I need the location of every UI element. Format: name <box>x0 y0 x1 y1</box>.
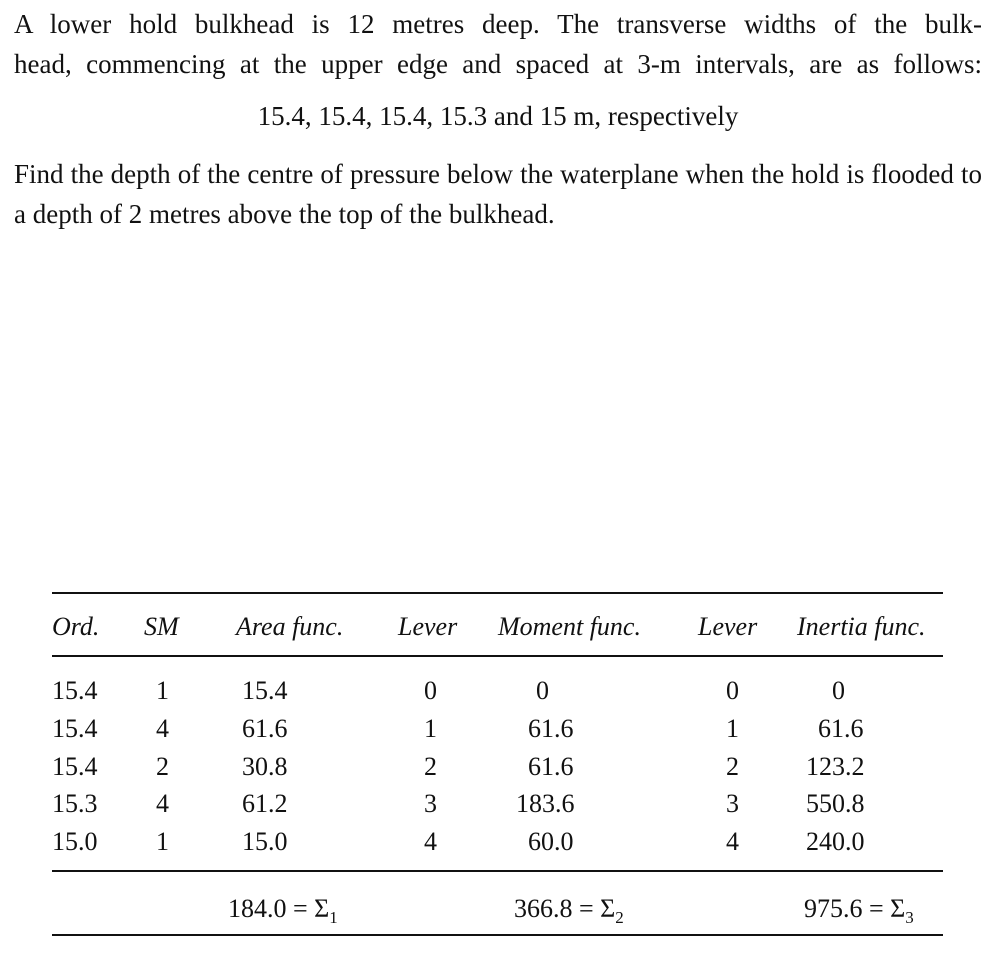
table-row <box>52 749 943 785</box>
problem-paragraph-2: Find the depth of the centre of pressure below the waterplane when the hold is flooded to a depth of 2 metres above the top of the bulkhead. <box>14 159 982 229</box>
sum-moment-value: 366.8 = Σ <box>514 894 616 923</box>
cell-lever-1: 4 <box>424 827 437 856</box>
cell-inertia-func: 240.0 <box>806 827 865 856</box>
cell-inertia-func: 61.6 <box>818 714 864 743</box>
cell-lever-2: 3 <box>726 789 739 818</box>
cell-lever-2: 0 <box>726 676 739 705</box>
cell-ord: 15.4 <box>52 752 98 781</box>
header-sm: SM <box>144 612 179 641</box>
sum-inertia-value: 975.6 = Σ <box>804 894 906 923</box>
table-header-rule <box>52 655 943 657</box>
widths-line: 15.4, 15.4, 15.4, 15.3 and 15 m, respectively <box>257 101 739 131</box>
sum-moment <box>514 891 624 936</box>
sum-inertia-subscript: 3 <box>905 908 914 927</box>
cell-lever-1: 3 <box>424 789 437 818</box>
cell-moment-func: 60.0 <box>528 827 574 856</box>
cell-moment-func: 183.6 <box>516 789 575 818</box>
table-row <box>52 711 943 747</box>
cell-ord: 15.3 <box>52 789 98 818</box>
cell-sm: 1 <box>156 676 169 705</box>
cell-lever-1: 0 <box>424 676 437 705</box>
table-header <box>52 609 943 645</box>
header-area-func: Area func. <box>236 612 344 641</box>
cell-moment-func: 61.6 <box>528 714 574 743</box>
table-top-rule <box>52 592 943 594</box>
cell-moment-func: 0 <box>536 676 549 705</box>
cell-lever-2: 4 <box>726 827 739 856</box>
header-inertia-func: Inertia func. <box>797 612 926 641</box>
cell-ord: 15.4 <box>52 714 98 743</box>
header-lever-1: Lever <box>398 612 458 641</box>
cell-sm: 1 <box>156 827 169 856</box>
table-bottom-rule <box>52 934 943 936</box>
problem-line-2: head, commencing at the upper edge and spaced at 3-m intervals, are as follows: <box>14 49 982 79</box>
sum-area-value: 184.0 = Σ <box>228 894 330 923</box>
cell-moment-func: 61.6 <box>528 752 574 781</box>
table-row <box>52 673 943 709</box>
cell-inertia-func: 0 <box>832 676 845 705</box>
cell-area-func: 15.0 <box>242 827 288 856</box>
cell-lever-1: 2 <box>424 752 437 781</box>
cell-inertia-func: 550.8 <box>806 789 865 818</box>
cell-area-func: 30.8 <box>242 752 288 781</box>
cell-sm: 2 <box>156 752 169 781</box>
header-moment-func: Moment func. <box>498 612 641 641</box>
cell-lever-1: 1 <box>424 714 437 743</box>
cell-lever-2: 1 <box>726 714 739 743</box>
cell-area-func: 15.4 <box>242 676 288 705</box>
header-lever-2: Lever <box>698 612 758 641</box>
problem-line-1: A lower hold bulkhead is 12 metres deep. The transverse widths of the bulk- <box>14 9 982 39</box>
sum-area <box>228 891 338 936</box>
table-sum-rule <box>52 870 943 872</box>
table-sums-row <box>52 891 943 927</box>
cell-lever-2: 2 <box>726 752 739 781</box>
cell-ord: 15.4 <box>52 676 98 705</box>
table-row <box>52 824 943 860</box>
cell-area-func: 61.2 <box>242 789 288 818</box>
sum-inertia <box>804 891 914 936</box>
sum-area-subscript: 1 <box>329 908 338 927</box>
cell-inertia-func: 123.2 <box>806 752 865 781</box>
cell-area-func: 61.6 <box>242 714 288 743</box>
cell-ord: 15.0 <box>52 827 98 856</box>
sum-moment-subscript: 2 <box>615 908 624 927</box>
cell-sm: 4 <box>156 789 169 818</box>
cell-sm: 4 <box>156 714 169 743</box>
problem-paragraph-1 <box>14 4 982 84</box>
header-ord: Ord. <box>52 612 100 641</box>
table-row <box>52 786 943 822</box>
